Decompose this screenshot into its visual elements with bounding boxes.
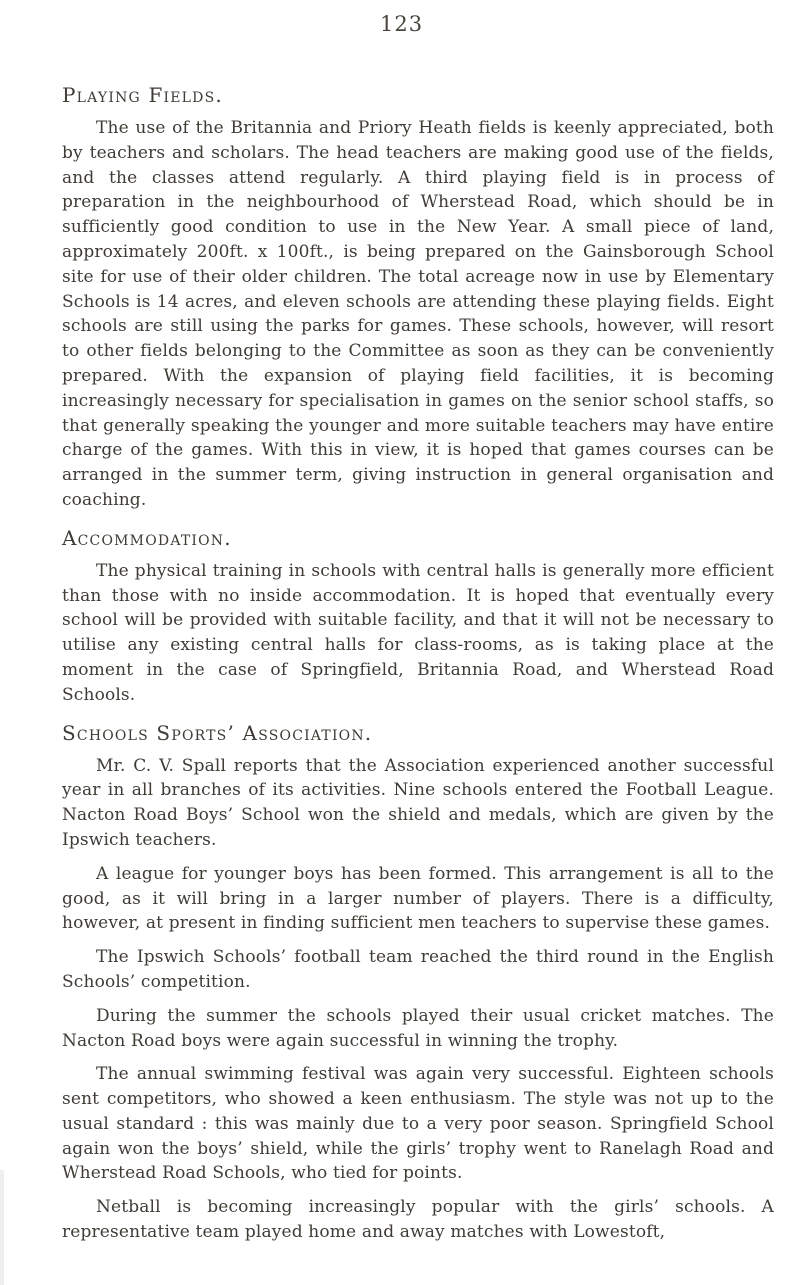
page-edge-shadow: [0, 1170, 4, 1285]
section-heading-playing-fields: Playing Fields.: [62, 83, 223, 107]
paragraph-netball: Netball is becoming increasingly popular with the girls’ schools. A representative team played home and away matches with Lowestoft,: [62, 1197, 774, 1243]
paragraph-cricket: During the summer the schools played their usual cricket matches. The Nacton Road boys were again successful in winning the trophy.: [62, 1005, 774, 1051]
paragraph-accommodation: The physical training in schools with central halls is generally more efficient than those with no inside accommodation. It is hoped that eventually every school will be provided with suitable facility, and that it will not be necessary to utilise any existing central halls for class-rooms, as is taking place at the moment in the case of Springfield, Britannia Road, and Wherstead Road Schools.: [62, 560, 774, 705]
paragraph-swimming-festival: The annual swimming festival was again very successful. Eighteen schools sent competitors, who showed a keen enthusiasm. The style was not up to the usual standard : this was mainly due to a very poor season. Springfield School again won the boys’ shield, while the girls’ trophy went to Ranelagh Road and Wherstead Road Schools, who tied for points.: [62, 1064, 774, 1184]
paragraph-playing-fields: The use of the Britannia and Priory Heath fields is keenly appreciated, both by teachers and scholars. The head teachers are making good use of the fields, and the classes attend regularly. A third playing field is in process of preparation in the neighbourhood of Wherstead Road, which should be in sufficiently good condition to use in the New Year. A small piece of land, approximately 200ft. x 100ft., is being prepared on the Gainsborough School site for use of their older children. The total acreage now in use by Elementary Schools is 14 acres, and eleven schools are attending these playing fields. Eight schools are still using the parks for games. These schools, however, will resort to other fields belonging to the Committee as soon as they can be conveniently prepared. With the expansion of playing field facilities, it is becoming increasingly necessary for specialisation in games on the senior school staffs, so that generally speaking the younger and more suitable teachers may have entire charge of the games. With this in view, it is hoped that games courses can be arranged in the summer term, giving instruction in general organisation and coaching.: [62, 118, 774, 510]
paragraph-english-schools-competition: The Ipswich Schools’ football team reached the third round in the English Schools’ competition.: [62, 947, 774, 992]
section-heading-schools-sports-association: Schools Sports’ Association.: [62, 720, 373, 745]
page-number: 123: [380, 12, 424, 36]
section-heading-accommodation: Accommodation.: [62, 525, 232, 550]
paragraph-younger-boys-league: A league for younger boys has been formed. This arrangement is all to the good, as it will bring in a larger number of players. There is a difficulty, however, at present in finding sufficient men teachers to supervise these games.: [62, 863, 774, 934]
paragraph-football-league: Mr. C. V. Spall reports that the Association experienced another successful year in all branches of its activities. Nine schools entered the Football League. Nacton Road Boys’ School won the shield and medals, which are given by the Ipswich teachers.: [62, 755, 774, 850]
page-content: [62, 62, 774, 1245]
